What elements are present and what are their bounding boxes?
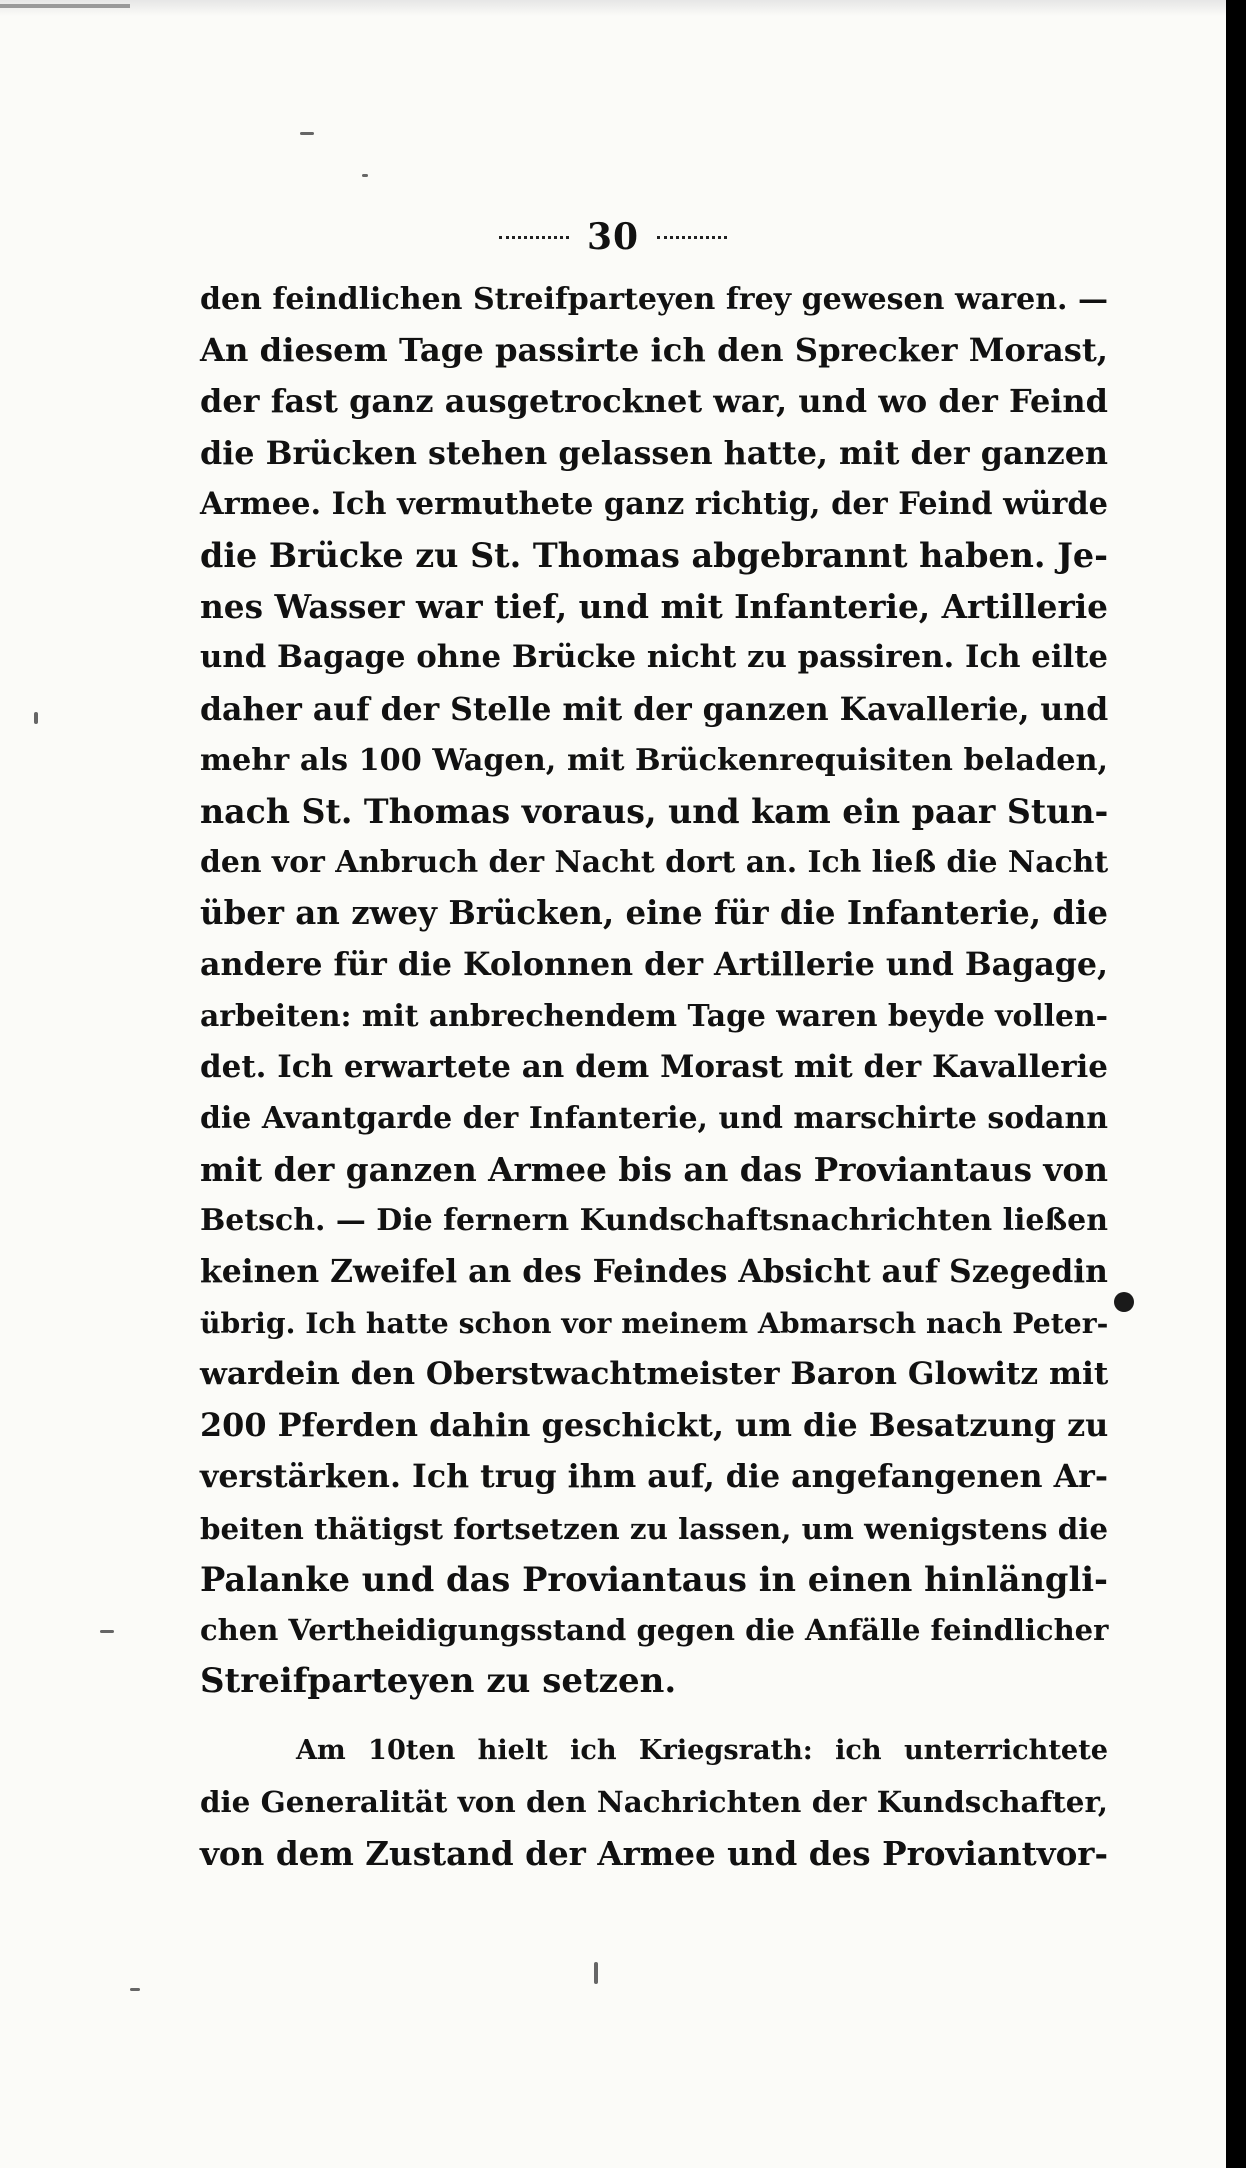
text-line: die Brücke zu St. Thomas abgebrannt haben. Je- (200, 535, 1109, 575)
text-line: verstärken. Ich trug ihm auf, die angefangenen Ar- (200, 1458, 1108, 1496)
text-line: det. Ich erwartete an dem Morast mit der Kavallerie (200, 1048, 1108, 1085)
paper-speck (300, 132, 314, 135)
text-line: keinen Zweifel an des Feindes Absicht auf Szegedin (200, 1253, 1108, 1290)
text-line: beiten thätigst fortsetzen zu lassen, um wenigstens die (200, 1510, 1108, 1546)
paper-speck (100, 1630, 114, 1633)
edge-mark (0, 4, 130, 8)
text-line: die Avantgarde der Infanterie, und marschirte sodann (200, 1101, 1108, 1136)
text-line: Armee. Ich vermuthete ganz richtig, der Feind würde (200, 485, 1108, 522)
text-line: nach St. Thomas voraus, und kam ein paar Stun- (200, 791, 1109, 831)
paper-speck (130, 1988, 140, 1991)
text-line: chen Vertheidigungsstand gegen die Anfälle feindlicher (200, 1612, 1109, 1647)
scan-border (1226, 0, 1246, 2168)
text-line: mit der ganzen Armee bis an das Proviantaus von (200, 1150, 1108, 1190)
text-line: daher auf der Stelle mit der ganzen Kavallerie, und (200, 690, 1109, 728)
paper-speck (362, 174, 368, 177)
page-top-edge (0, 0, 1226, 16)
text-line: die Generalität von den Nachrichten der Kundschafter, (200, 1784, 1108, 1820)
body-text (200, 274, 1108, 1879)
text-line: Betsch. — Die fernern Kundschaftsnachrichten ließen (200, 1203, 1108, 1239)
text-line: Streifparteyen zu setzen. (200, 1661, 677, 1702)
text-line: von dem Zustand der Armee und des Proviantvor- (200, 1833, 1108, 1873)
text-line: über an zwey Brücken, eine für die Infanterie, die (200, 894, 1108, 933)
page-number: 30 (586, 216, 640, 258)
paragraph-gap (200, 1707, 1108, 1725)
text-line: den vor Anbruch der Nacht dort an. Ich ließ die Nacht (200, 845, 1109, 881)
text-line: andere für die Kolonnen der Artillerie und Bagage, (200, 946, 1108, 984)
text-line: und Bagage ohne Brücke nicht zu passiren. Ich eilte (200, 639, 1108, 676)
text-line: den feindlichen Streifparteyen frey gewesen waren. — (200, 282, 1108, 317)
paragraph-start-line: Am 10ten hielt ich Kriegsrath: ich unterrichtete (296, 1735, 1108, 1767)
paper-speck (594, 1962, 598, 1984)
text-line: An diesem Tage passirte ich den Sprecker Morast, (200, 331, 1108, 370)
text-line: übrig. Ich hatte schon vor meinem Abmarsch nach Peter- (200, 1306, 1109, 1340)
text-line: der fast ganz ausgetrocknet war, und wo der Feind (200, 382, 1108, 421)
text-line: nes Wasser war tief, und mit Infanterie, Artillerie (200, 587, 1108, 627)
page-header (0, 216, 1226, 258)
text-line: wardein den Oberstwachtmeister Baron Glowitz mit (200, 1355, 1109, 1392)
ink-blot (1114, 1292, 1134, 1312)
text-line: mehr als 100 Wagen, mit Brückenrequisiten beladen, (200, 742, 1108, 778)
text-line: Palanke und das Proviantaus in einen hinlängli- (200, 1558, 1108, 1599)
text-line: arbeiten: mit anbrechendem Tage waren beyde vollen- (200, 998, 1108, 1034)
right-ornament (657, 236, 727, 245)
paper-speck (34, 712, 38, 724)
left-ornament (499, 236, 569, 245)
text-line: die Brücken stehen gelassen hatte, mit der ganzen (200, 434, 1109, 472)
text-line: 200 Pferden dahin geschickt, um die Besatzung zu (200, 1406, 1109, 1445)
